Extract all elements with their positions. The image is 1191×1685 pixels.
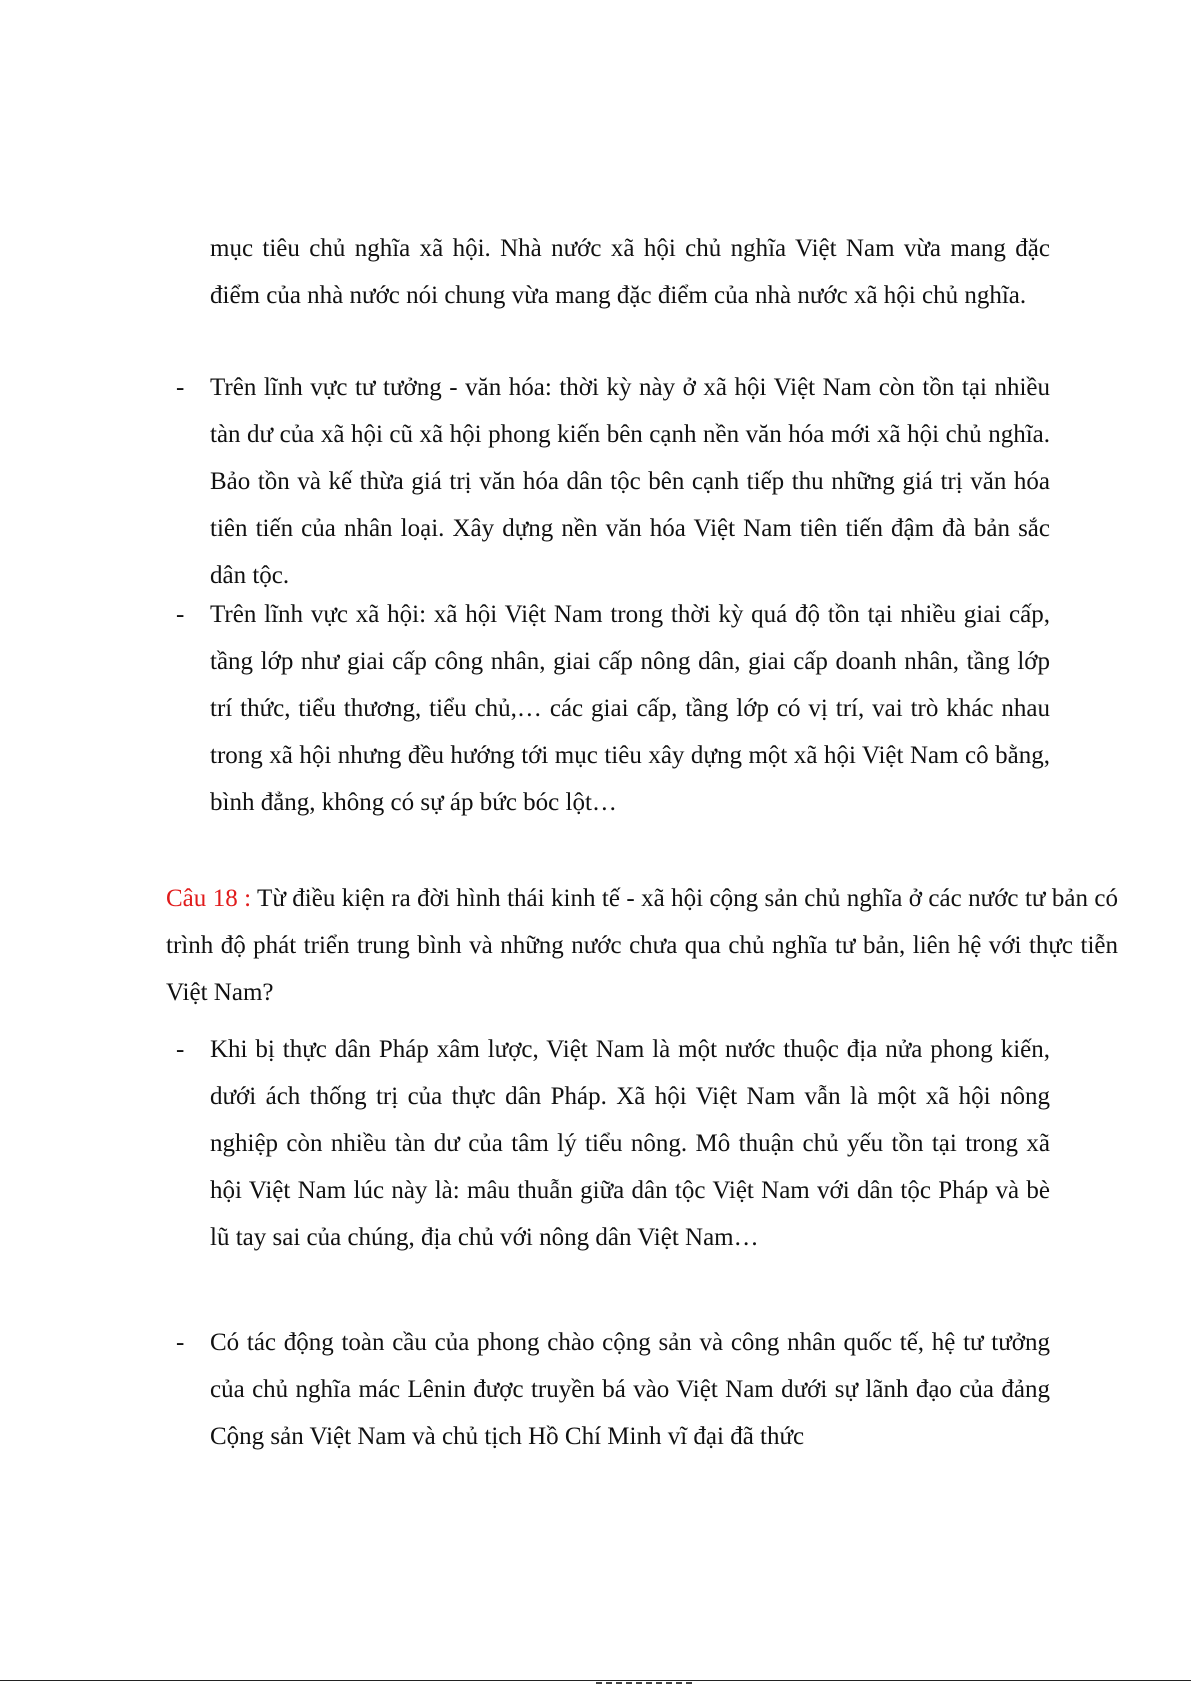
bullet-item-society (176, 591, 1050, 826)
bullet-text: Trên lĩnh vực tư tưởng - văn hóa: thời kỳ này ở xã hội Việt Nam còn tồn tại nhiều tàn dư của xã hội cũ xã hội phong kiến bên cạnh nền văn hóa mới xã hội chủ nghĩa. Bảo tồn và kế thừa giá trị văn hóa dân tộc bên cạnh tiếp thu những giá trị văn hóa tiên tiến của nhân loại. Xây dựng nền văn hóa Việt Nam tiên tiến đậm đà bản sắc dân tộc. (210, 374, 1050, 589)
continuation-paragraph: mục tiêu chủ nghĩa xã hội. Nhà nước xã hội chủ nghĩa Việt Nam vừa mang đặc điểm của nhà nước nói chung vừa mang đặc điểm của nhà nước xã hội chủ nghĩa. (210, 235, 1050, 309)
page-bottom-rule (0, 1680, 1191, 1681)
bullet-marker: - (176, 1036, 185, 1063)
bullet-text: Khi bị thực dân Pháp xâm lược, Việt Nam là một nước thuộc địa nửa phong kiến, dưới ách thống trị của thực dân Pháp. Xã hội Việt Nam vẫn là một xã hội nông nghiệp còn nhiều tàn dư của tâm lý tiểu nông. Mô thuận chủ yếu tồn tại trong xã hội Việt Nam lúc này là: mâu thuẫn giữa dân tộc Việt Nam với dân tộc Pháp và bè lũ tay sai của chúng, địa chủ với nông dân Việt Nam… (210, 1036, 1050, 1251)
bullet-text: Có tác động toàn cầu của phong chào cộng sản và công nhân quốc tế, hệ tư tưởng của chủ nghĩa mác Lênin được truyền bá vào Việt Nam dưới sự lãnh đạo của đảng Cộng sản Việt Nam và chủ tịch Hồ Chí Minh vĩ đại đã thức (210, 1329, 1050, 1450)
bullet-item-colonial (176, 1026, 1050, 1261)
question-label: Câu 18 : (166, 885, 252, 912)
bullet-marker: - (176, 374, 185, 401)
bullet-item-marxism (176, 1319, 1050, 1460)
page-bottom-mark (596, 1682, 692, 1684)
bullet-text: Trên lĩnh vực xã hội: xã hội Việt Nam trong thời kỳ quá độ tồn tại nhiều giai cấp, tầng lớp như giai cấp công nhân, giai cấp nông dân, giai cấp doanh nhân, tầng lớp trí thức, tiểu thương, tiểu chủ,… các giai cấp, tầng lớp có vị trí, vai trò khác nhau trong xã hội nhưng đều hướng tới mục tiêu xây dựng một xã hội Việt Nam cô bằng, bình đẳng, không có sự áp bức bóc lột… (210, 601, 1050, 816)
question-18 (166, 875, 1118, 1016)
bullet-marker: - (176, 601, 185, 628)
bullet-item-culture (176, 364, 1050, 599)
bullet-marker: - (176, 1329, 185, 1356)
question-text: Từ điều kiện ra đời hình thái kinh tế - xã hội cộng sản chủ nghĩa ở các nước tư bản có trình độ phát triển trung bình và những nước chưa qua chủ nghĩa tư bản, liên hệ với thực tiễn Việt Nam? (166, 885, 1118, 1006)
